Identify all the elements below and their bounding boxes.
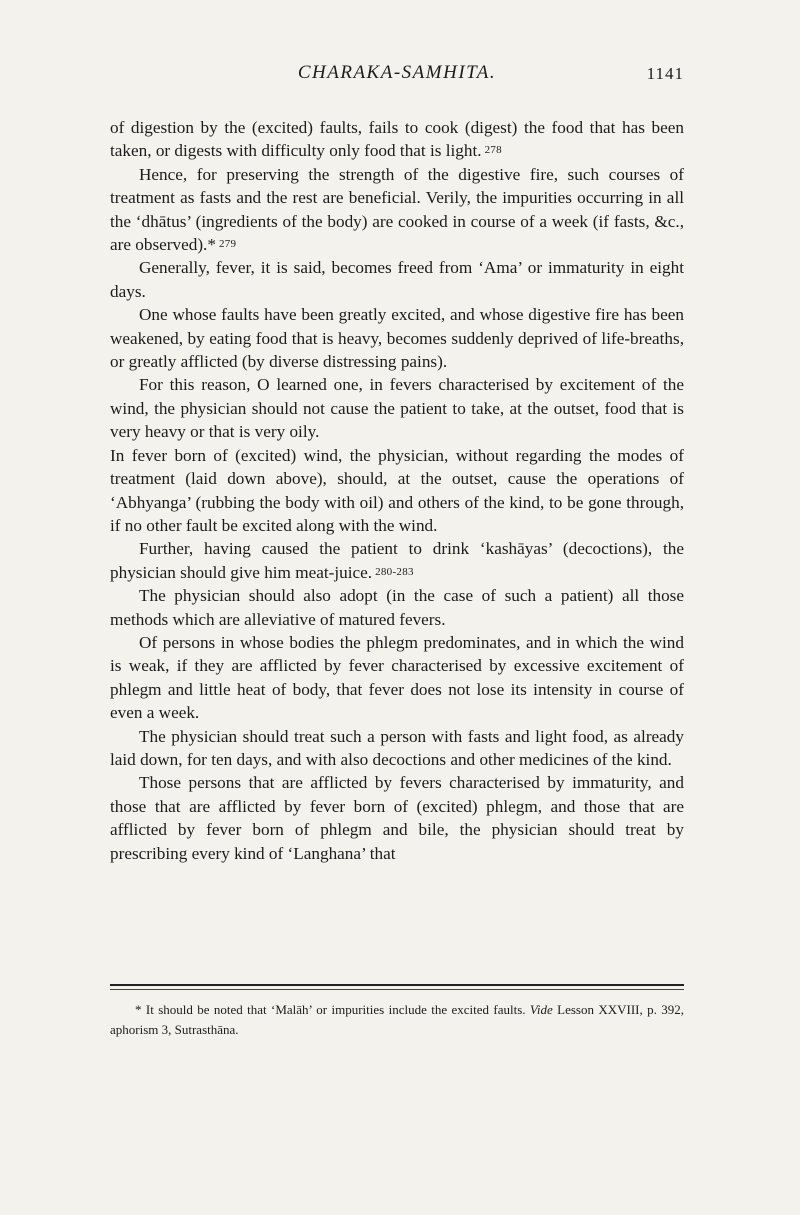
running-title: CHARAKA-SAMHITA. — [297, 62, 497, 83]
paragraph: Generally, fever, it is said, becomes freed from ‘Ama’ or immaturity in eight days. — [110, 258, 684, 301]
paragraph: The physician should treat such a person with fasts and light food, as already laid down, for ten days, and with also decoctions and other medicines of the kind. — [110, 726, 684, 769]
paragraph — [110, 116, 684, 163]
paragraph — [110, 163, 684, 257]
paragraph: The physician should also adopt (in the case of such a patient) all those methods which are alleviative of matured fevers. — [110, 586, 684, 629]
paragraph-text: of digestion by the (excited) faults, fails to cook (digest) the food that has been taken, or digests with difficulty only food that is light. — [110, 118, 684, 161]
footnote-text-before: * It should be noted that ‘Malāh’ or impurities include the excited faults. — [135, 1002, 526, 1017]
aphorism-reference: 279 — [218, 238, 237, 251]
aphorism-reference: 278 — [484, 144, 502, 157]
paragraph-text: Hence, for preserving the strength of the digestive fire, such courses of treatment as fasts and the rest are beneficial. Verily, the impurities occurring in all the ‘dhātus’ (ingredients of the body) are cooked in course of a week (if fasts, &c., are observed).* — [110, 164, 684, 255]
footnote-text-after: Lesson XXVIII, p. 392, aphorism 3, Sutrasthāna. — [110, 1002, 684, 1037]
paragraph: For this reason, O learned one, in fevers characterised by excitement of the wind, the physician should not cause the patient to take, at the outset, food that is very heavy or that is very oily. — [110, 375, 684, 442]
paragraph: One whose faults have been greatly excited, and whose digestive fire has been weakened, by eating food that is heavy, becomes suddenly deprived of life-breaths, or greatly afflicted (by diverse distressing pains). — [110, 305, 684, 372]
paragraph: In fever born of (excited) wind, the physician, without regarding the modes of treatment (laid down above), should, at the outset, cause the operations of ‘Abhyanga’ (rubbing the body with oil) and others of the kind, to be gone through, if no other fault be excited along with the wind. — [110, 445, 684, 535]
running-head — [110, 62, 684, 88]
paragraph-text: Further, having caused the patient to drink ‘kashāyas’ (decoctions), the physician should give him meat-juice. — [110, 539, 684, 582]
paragraph: Of persons in whose bodies the phlegm predominates, and in which the wind is weak, if they are afflicted by fever characterised by excessive excitement of phlegm and little heat of body, that fever does not lose its intensity in course of even a week. — [110, 632, 684, 723]
paragraph: Those persons that are afflicted by fevers characterised by immaturity, and those that are afflicted by fever born of (excited) phlegm, and those that are afflicted by fever born of phlegm and bile, the physician should treat by prescribing every kind of ‘Langhana’ that — [110, 773, 684, 863]
aphorism-reference: 280-283 — [375, 565, 414, 578]
body-text — [110, 116, 684, 865]
paragraph — [110, 537, 684, 584]
footnote-divider — [110, 984, 684, 986]
footnote-text — [110, 1000, 684, 1040]
footnote-vide: Vide — [529, 1002, 553, 1017]
footnote-divider-thin — [110, 989, 684, 990]
page-number: 1141 — [646, 64, 684, 83]
footnote — [110, 1000, 684, 1040]
